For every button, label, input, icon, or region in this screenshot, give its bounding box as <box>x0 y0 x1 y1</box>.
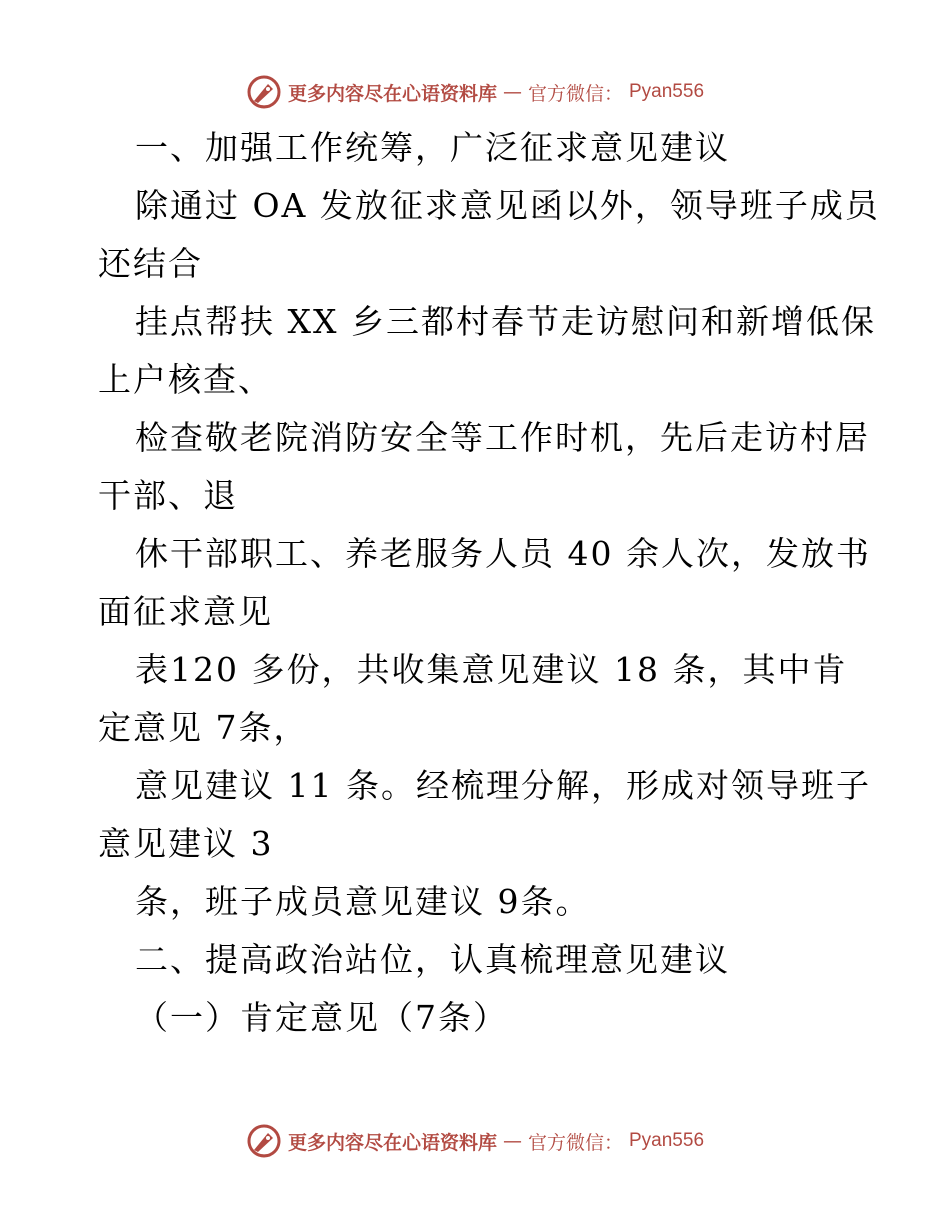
watermark-contact-label: 官方微信： <box>527 1131 623 1154</box>
watermark-separator: — <box>502 1130 522 1152</box>
text-line: 面征求意见 <box>98 592 273 631</box>
pen-nib-logo-icon <box>246 1123 282 1159</box>
text-line: 上户核查、 <box>98 360 273 399</box>
section-heading: 二、提高政治站位，认真梳理意见建议 <box>135 940 730 979</box>
watermark-text: 更多内容尽在心语资料库 <box>287 1131 497 1154</box>
text-line: 一、加强工作统筹，广泛征求意见建议 <box>135 128 730 167</box>
pen-nib-logo-icon <box>246 74 282 110</box>
text-line: 挂点帮扶 XX 乡三都村春节走访慰问和新增低保 <box>135 302 876 341</box>
text-line: 检查敬老院消防安全等工作时机，先后走访村居 <box>135 418 870 457</box>
watermark-text: 更多内容尽在心语资料库 <box>287 82 497 105</box>
text-line: 表120 多份，共收集意见建议 18 条，其中肯 <box>135 650 848 689</box>
text-line: 除通过 OA 发放征求意见函以外，领导班子成员 <box>135 186 880 225</box>
text-line: 休干部职工、养老服务人员 40 余人次，发放书 <box>135 534 871 573</box>
watermark-contact-id: Pyan556 <box>629 81 705 102</box>
subsection-heading: （一）肯定意见（7条） <box>135 998 508 1037</box>
text-line: 还结合 <box>98 244 203 283</box>
header-watermark <box>0 72 950 112</box>
watermark-contact-id: Pyan556 <box>629 1130 705 1151</box>
text-line: 条，班子成员意见建议 9条。 <box>135 882 591 921</box>
text-line: 干部、退 <box>98 476 238 515</box>
text-line: 意见建议 3 <box>98 824 274 863</box>
text-line: 定意见 7条， <box>98 708 309 747</box>
footer-watermark <box>0 1121 950 1161</box>
text-line: 意见建议 11 条。经梳理分解，形成对领导班子 <box>135 766 871 805</box>
watermark-contact-label: 官方微信： <box>527 82 623 105</box>
watermark-separator: — <box>502 81 522 103</box>
